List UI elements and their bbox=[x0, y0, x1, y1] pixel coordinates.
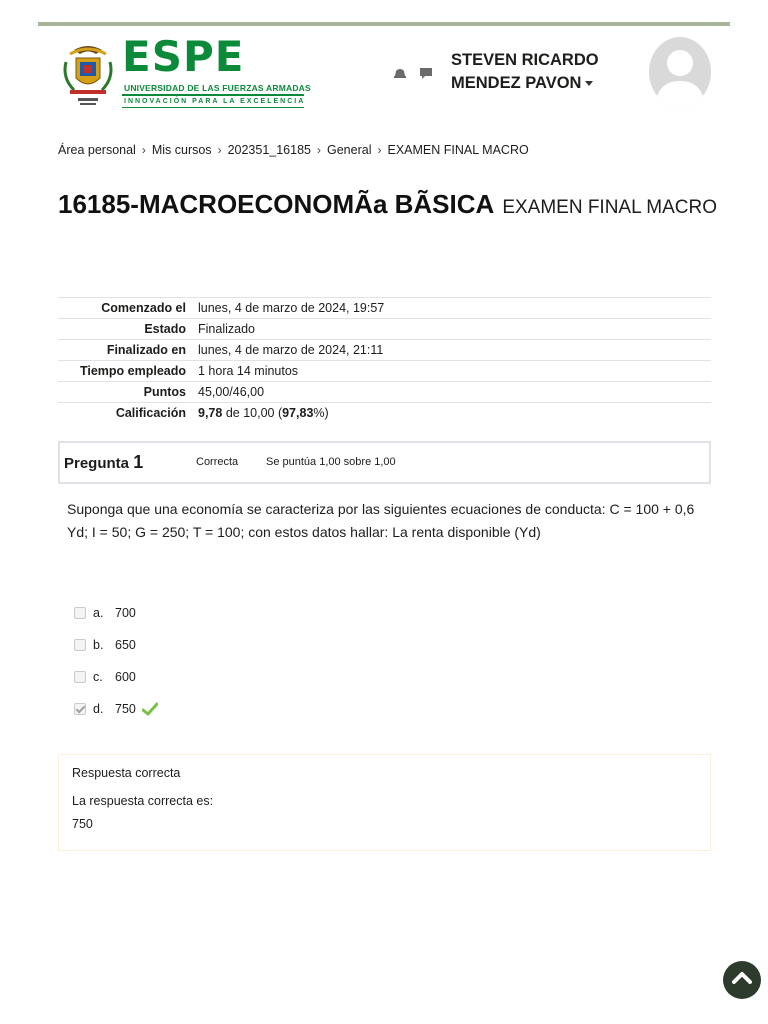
scroll-to-top-button[interactable] bbox=[723, 961, 761, 999]
row-value: Finalizado bbox=[198, 322, 255, 336]
table-row bbox=[58, 319, 711, 340]
chevron-right-icon: › bbox=[317, 143, 321, 157]
breadcrumb-item-exam[interactable]: EXAMEN FINAL MACRO bbox=[387, 143, 529, 157]
answer-letter: b. bbox=[93, 638, 104, 652]
answer-checkbox-checked[interactable] bbox=[74, 703, 86, 715]
right-answer-value: 750 bbox=[72, 817, 93, 831]
grade-value bbox=[198, 403, 711, 424]
breadcrumb-item-general[interactable]: General bbox=[327, 143, 372, 157]
right-answer-label: La respuesta correcta es: bbox=[72, 794, 214, 808]
answer-checkbox[interactable] bbox=[74, 671, 86, 683]
university-crest-icon bbox=[56, 42, 120, 108]
answer-checkbox[interactable] bbox=[74, 639, 86, 651]
espe-logo[interactable] bbox=[56, 32, 311, 110]
row-label: Tiempo empleado bbox=[79, 364, 186, 378]
logo-rule-2 bbox=[122, 107, 304, 108]
grade-mid: de 10,00 ( bbox=[222, 406, 283, 421]
row-label: Puntos bbox=[143, 385, 186, 399]
row-value: lunes, 4 de marzo de 2024, 19:57 bbox=[198, 301, 385, 315]
chevron-right-icon: › bbox=[377, 143, 382, 157]
row-label: Comenzado el bbox=[101, 301, 186, 315]
logo-university-name: UNIVERSIDAD DE LAS FUERZAS ARMADAS bbox=[124, 83, 311, 93]
attempt-summary-table bbox=[58, 297, 711, 424]
question-state: Correcta bbox=[196, 456, 239, 468]
breadcrumb-item-mis-cursos[interactable]: Mis cursos bbox=[151, 143, 212, 157]
course-title: 16185-MACROECONOMÃa BÃSICA bbox=[58, 189, 495, 219]
breadcrumb bbox=[58, 143, 529, 157]
table-row bbox=[58, 361, 711, 382]
table-row bbox=[58, 403, 711, 424]
answer-value: 700 bbox=[115, 606, 136, 620]
grade-percent: 97,83 bbox=[282, 406, 314, 421]
question-text: Suponga que una economía se caracteriza por las siguientes ecuaciones de conducta: C = 100 + 0,6 Yd; I = 50; G = 250; T = 100; con estos datos hallar: La renta disponible (Yd) bbox=[67, 501, 695, 540]
table-row bbox=[58, 298, 711, 319]
row-label: Estado bbox=[144, 322, 186, 336]
chevron-up-icon bbox=[731, 970, 753, 990]
correct-check-icon bbox=[142, 702, 158, 716]
grade-end: %) bbox=[313, 406, 329, 421]
table-row bbox=[58, 340, 711, 361]
question-number-value: 1 bbox=[133, 452, 144, 472]
answer-value: 650 bbox=[115, 638, 136, 652]
page-title bbox=[58, 186, 718, 226]
row-label: Calificación bbox=[115, 406, 186, 421]
answer-letter: c. bbox=[93, 670, 103, 684]
grade-score: 9,78 bbox=[198, 406, 223, 421]
espe-wordmark: ESPE bbox=[122, 32, 245, 81]
feedback-box bbox=[58, 754, 711, 851]
answer-letter: a. bbox=[93, 606, 104, 620]
bell-icon[interactable] bbox=[392, 66, 408, 80]
feedback-status: Respuesta correcta bbox=[72, 766, 181, 780]
question-number bbox=[64, 452, 143, 473]
user-name: STEVEN RICARDO MENDEZ PAVON bbox=[451, 51, 599, 92]
row-label: Finalizado en bbox=[106, 343, 186, 357]
row-value: lunes, 4 de marzo de 2024, 21:11 bbox=[198, 343, 384, 357]
answer-value: 600 bbox=[115, 670, 136, 684]
answer-option-d[interactable] bbox=[74, 693, 158, 725]
table-row bbox=[58, 382, 711, 403]
row-value: 1 hora 14 minutos bbox=[198, 364, 299, 378]
answer-checkbox[interactable] bbox=[74, 607, 86, 619]
chevron-right-icon: › bbox=[141, 143, 146, 157]
breadcrumb-item-course[interactable]: 202351_16185 bbox=[227, 143, 311, 157]
top-accent-bar bbox=[38, 22, 730, 26]
answer-option-a[interactable] bbox=[74, 597, 158, 629]
logo-rule bbox=[122, 94, 304, 96]
chevron-right-icon: › bbox=[217, 143, 222, 157]
logo-motto: INNOVACIÓN PARA LA EXCELENCIA bbox=[124, 98, 306, 105]
answer-option-b[interactable] bbox=[74, 629, 158, 661]
answer-list bbox=[74, 597, 158, 725]
user-silhouette-icon bbox=[649, 37, 711, 107]
answer-letter: d. bbox=[93, 702, 104, 716]
breadcrumb-item-area-personal[interactable]: Área personal bbox=[58, 143, 136, 157]
exam-title: EXAMEN FINAL MACRO bbox=[502, 197, 717, 218]
answer-option-c[interactable] bbox=[74, 661, 158, 693]
chevron-down-icon bbox=[585, 81, 593, 86]
avatar[interactable] bbox=[649, 37, 711, 107]
question-info-box bbox=[58, 441, 711, 484]
row-value: 45,00/46,00 bbox=[198, 385, 265, 399]
question-prefix: Pregunta bbox=[64, 455, 130, 472]
question-grade: Se puntúa 1,00 sobre 1,00 bbox=[266, 456, 396, 468]
answer-value: 750 bbox=[115, 702, 136, 716]
header-icons bbox=[392, 66, 434, 80]
message-icon[interactable] bbox=[418, 66, 434, 80]
user-menu[interactable] bbox=[451, 49, 631, 95]
